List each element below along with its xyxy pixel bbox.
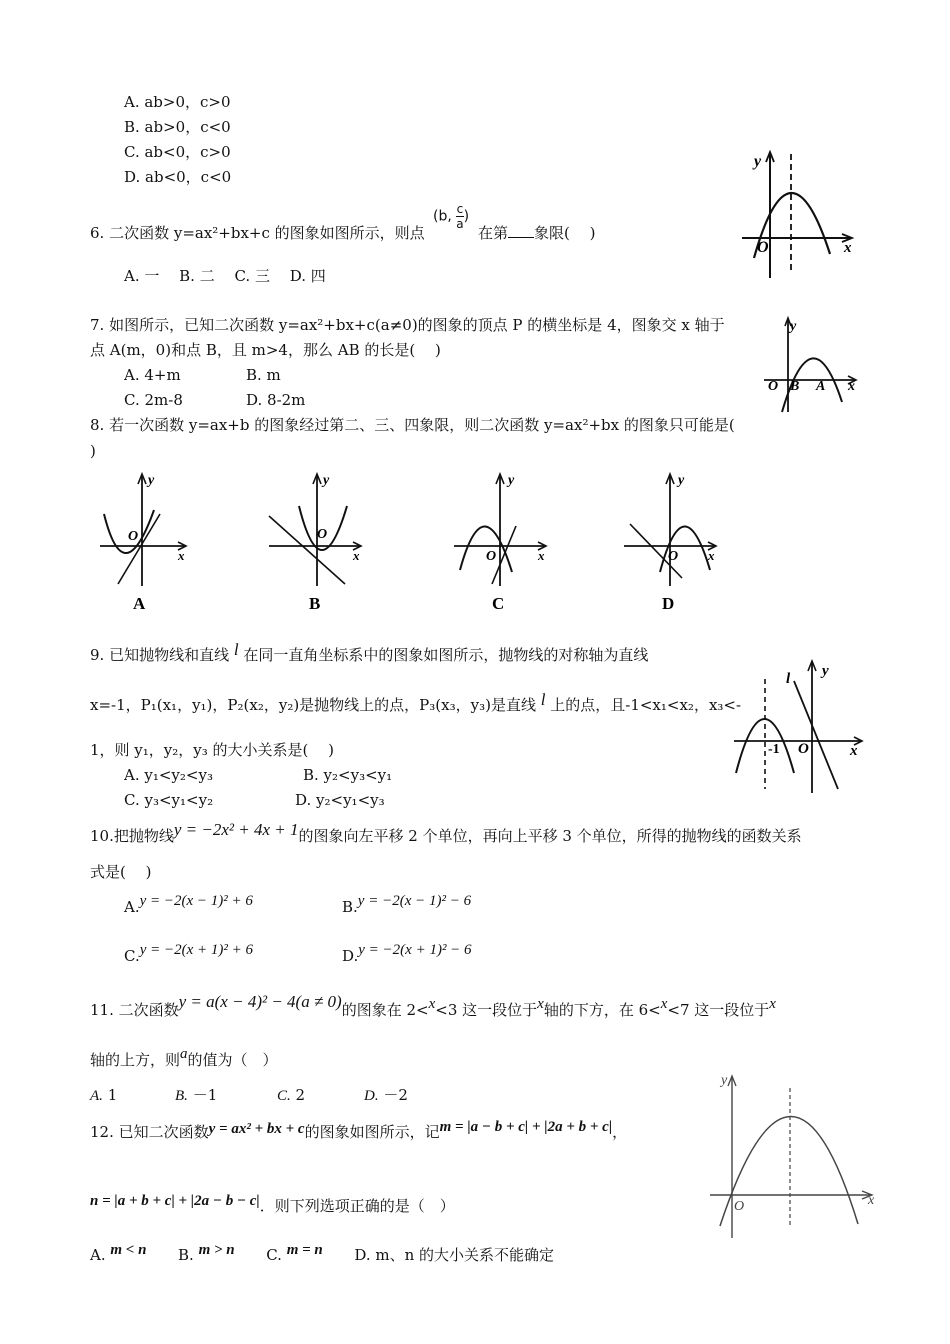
q6-point: (b, $\frac{c}{a}$ ) <box>433 202 470 231</box>
q8-fig-a-y: y <box>148 473 155 488</box>
q6-point-numerator: c <box>456 202 464 216</box>
q11-option-a: A. 1 <box>90 1086 118 1104</box>
q6-blank <box>508 223 534 238</box>
q7-option-a: A. 4+m <box>124 366 181 384</box>
q8-fig-b-x: x <box>353 548 360 563</box>
q7-option-b: B. m <box>246 366 281 384</box>
q10-line2: 式是( ) <box>90 863 152 881</box>
q12-fig-y-label: y <box>721 1073 728 1088</box>
q5-option-a: A. ab>0，c>0 <box>124 93 231 111</box>
q12-fig-x-label: x <box>868 1193 875 1208</box>
q7-fig-y-label: y <box>790 319 797 334</box>
q12-option-d: D. m、n 的大小关系不能确定 <box>354 1246 555 1264</box>
q8-fig-a-origin: O <box>128 529 139 544</box>
q9-fig-line-label: l <box>786 671 791 687</box>
q9-line3: 1，则 y₁，y₂，y₃ 的大小关系是( ) <box>90 741 335 759</box>
q8-figure-b <box>265 466 375 616</box>
q6-stem-post: 在第 象限( ) <box>478 224 596 242</box>
q7-option-d: D. 8-2m <box>246 391 306 409</box>
q7-fig-a-label: A <box>816 379 826 394</box>
q12-option-a: A. m < n <box>90 1242 147 1264</box>
q6-fig-x-label: x <box>844 240 852 256</box>
q8-fig-c-label: C <box>492 594 505 613</box>
q6-stem-pre: 6. 二次函数 y=ax²+bx+c 的图象如图所示，则点 <box>90 224 425 242</box>
q5-option-b: B. ab>0，c<0 <box>124 118 231 136</box>
q9-fig-origin-label: O <box>798 741 809 757</box>
q10-option-a: A.y = −2(x − 1)² + 6 <box>124 893 253 916</box>
q6-fig-y-label: y <box>754 153 762 170</box>
q9-fig-y-label: y <box>822 663 829 679</box>
q8-fig-d-origin: O <box>668 549 679 564</box>
q7-figure <box>760 314 865 414</box>
q8-fig-c-y: y <box>508 473 515 488</box>
q9-fig-x-label: x <box>850 743 858 759</box>
q9-line1: 9. 已知抛物线和直线 l 在同一直角坐标系中的图象如图所示，抛物线的对称轴为直线 <box>90 640 649 664</box>
q8-fig-a-label: A <box>133 594 146 613</box>
q8-fig-b-label: B <box>309 594 321 613</box>
q9-fig-minus-one: -1 <box>768 742 780 757</box>
q9-option-a: A. y₁<y₂<y₃ <box>124 766 213 784</box>
q10-option-d: D.y = −2(x + 1)² − 6 <box>342 942 472 965</box>
q6-figure <box>740 150 865 280</box>
q8-line2: ) <box>90 442 96 460</box>
q12-figure <box>708 1068 888 1243</box>
q12-option-c: C. m = n <box>266 1242 323 1264</box>
q7-line2: 点 A(m，0)和点 B，且 m>4，那么 AB 的长是( ) <box>90 341 441 359</box>
q8-fig-d-label: D <box>662 594 675 613</box>
q8-line1: 8. 若一次函数 y=ax+b 的图象经过第二、三、四象限，则二次函数 y=ax²+bx 的图象只可能是( <box>90 416 735 434</box>
q11-line1: 11. 二次函数y = a(x − 4)² − 4(a ≠ 0)的图象在 2<x<3 这一段位于x轴的下方，在 6<x<7 这一段位于x <box>90 992 776 1019</box>
q12-line1: 12. 已知二次函数y = ax² + bx + c的图象如图所示，记m = |a − b + c| + |2a + b + c|， <box>90 1119 628 1141</box>
q12-n-formula: n = |a + b + c| + |2a − b − c| <box>90 1193 260 1209</box>
q6-point-denominator: a <box>456 217 464 231</box>
q5-option-d: D. ab<0，c<0 <box>124 168 232 186</box>
q10-option-c: C.y = −2(x + 1)² + 6 <box>124 942 254 965</box>
q8-figure-a <box>90 466 200 616</box>
q8-fig-b-origin: O <box>317 527 328 542</box>
q12-option-b: B. m > n <box>178 1242 235 1264</box>
q11-option-c: C. 2 <box>277 1086 306 1104</box>
q8-fig-d-x: x <box>708 548 715 563</box>
q12-formula: y = ax² + bx + c <box>208 1121 305 1137</box>
q7-option-c: C. 2m-8 <box>124 391 183 409</box>
q10-formula: y = −2x² + 4x + 1 <box>173 820 299 839</box>
q11-option-d: D. －2 <box>364 1086 408 1104</box>
q12-options <box>90 1242 555 1266</box>
q6-options: A. 一 B. 二 C. 三 D. 四 <box>124 267 326 285</box>
q8-figure-c <box>450 466 560 616</box>
q11-option-b: B. －1 <box>175 1086 218 1104</box>
q11-formula: y = a(x − 4)² − 4(a ≠ 0) <box>178 992 342 1011</box>
q11-line2: 轴的上方，则a的值为（ ） <box>90 1046 278 1069</box>
q9-figure <box>730 655 870 795</box>
q6-stem <box>90 223 425 243</box>
q9-line2: x=-1，P₁(x₁，y₁)，P₂(x₂，y₂)是抛物线上的点，P₃(x₃，y₃)是直线 l 上的点，且-1<x₁<x₂，x₃<- <box>90 690 742 714</box>
q8-fig-d-y: y <box>678 473 685 488</box>
q7-fig-x-label: x <box>848 379 855 394</box>
q9-line-symbol: l <box>233 640 239 659</box>
q7-line1: 7. 如图所示，已知二次函数 y=ax²+bx+c(a≠0)的图象的顶点 P 的横坐标是 4，图象交 x 轴于 <box>90 316 725 334</box>
q10-line1: 10.把抛物线y = −2x² + 4x + 1的图象向左平移 2 个单位，再向上平移 3 个单位，所得的抛物线的函数关系 <box>90 820 802 845</box>
q8-fig-a-x: x <box>178 548 185 563</box>
q6-fig-origin-label: O <box>757 239 769 256</box>
q5-option-c: C. ab<0，c>0 <box>124 143 231 161</box>
q8-fig-b-y: y <box>323 473 330 488</box>
q9-option-d: D. y₂<y₁<y₃ <box>295 791 385 809</box>
q12-line2: n = |a + b + c| + |2a − b − c|．则下列选项正确的是（ ） <box>90 1193 455 1215</box>
q9-option-b: B. y₂<y₃<y₁ <box>303 766 393 784</box>
q8-fig-c-x: x <box>538 548 545 563</box>
q7-fig-b-label: B <box>790 379 800 394</box>
q8-figure-d <box>620 466 730 616</box>
q12-fig-origin-label: O <box>734 1199 745 1214</box>
q12-m-formula: m = |a − b + c| + |2a + b + c| <box>439 1119 613 1135</box>
q9-option-c: C. y₃<y₁<y₂ <box>124 791 214 809</box>
q10-option-b: B.y = −2(x − 1)² − 6 <box>342 893 472 916</box>
q7-fig-origin-label: O <box>768 379 779 394</box>
q8-fig-c-origin: O <box>486 549 497 564</box>
